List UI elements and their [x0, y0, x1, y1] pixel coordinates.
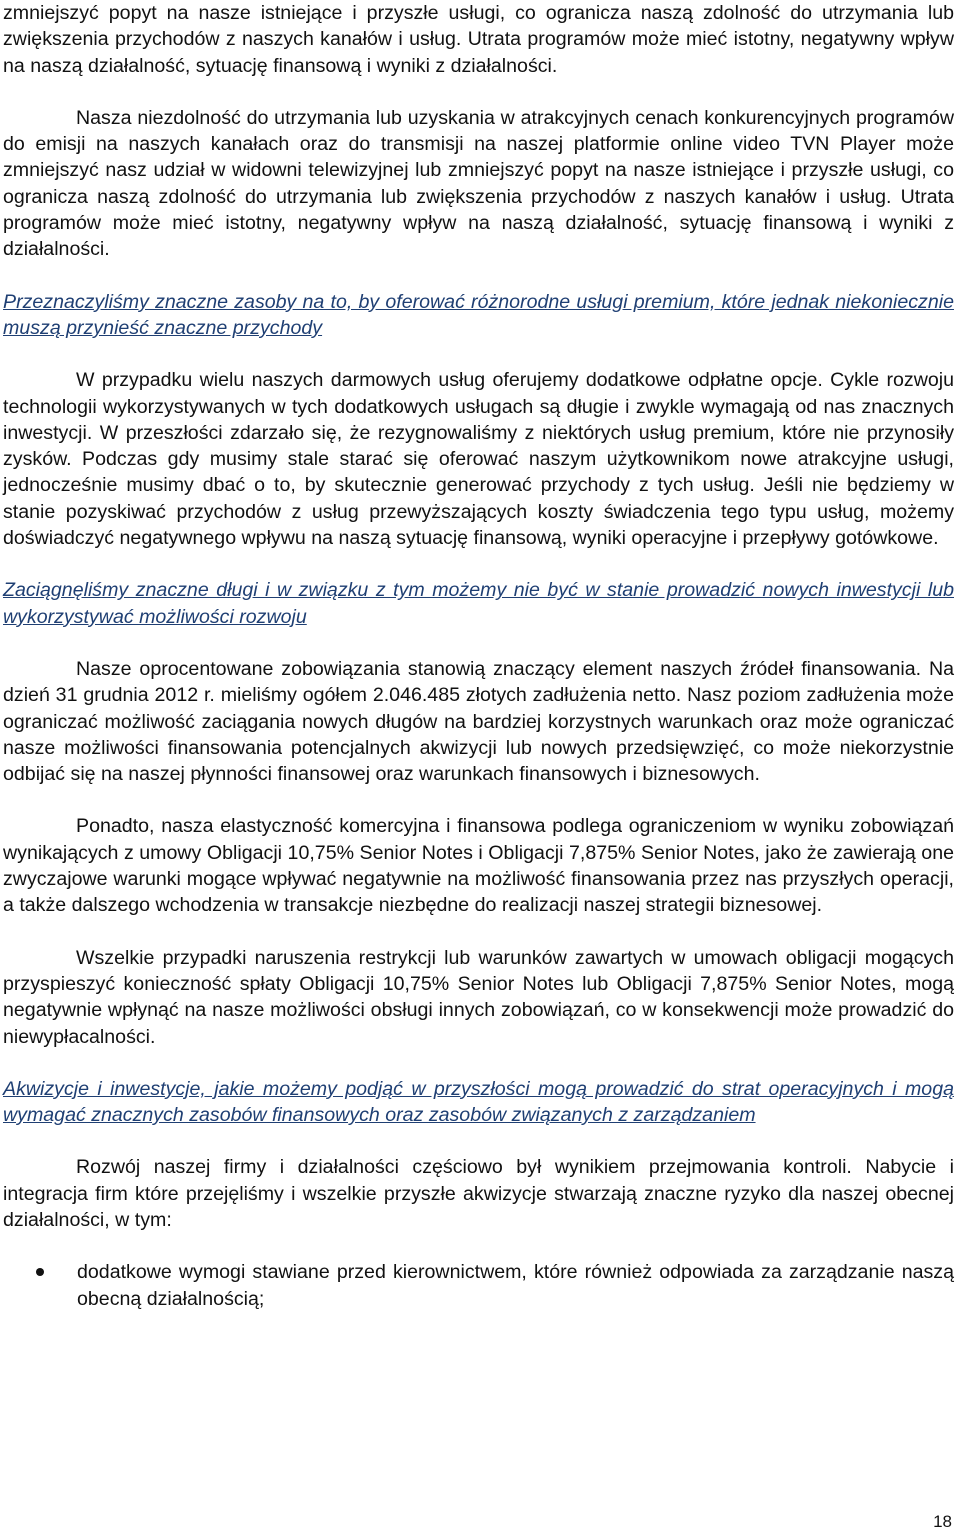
spacer	[3, 787, 954, 813]
acquisitions-paragraph: Rozwój naszej firmy i działalności częściowo był wynikiem przejmowania kontroli. Nabycie i integracja firm które przejęliśmy i wszelkie przyszłe akwizycje stwarzają znaczne ryzyko dla naszej obecnej działalności, w tym:	[3, 1156, 954, 1231]
debt-paragraph-3: Wszelkie przypadki naruszenia restrykcji lub warunków zawartych w umowach obligacji mogących przyspieszyć konieczność spłaty Obligacji 10,75% Senior Notes lub Obligacji 7,875% Senior Notes, mogą negatywnie wpłynąć na nasze możliwości obsługi innych zobowiązań, co w konsekwencji może prowadzić do niewypłacalności.	[3, 946, 954, 1048]
spacer	[3, 919, 954, 945]
risk-bullet-list	[3, 1259, 954, 1312]
spacer	[3, 1233, 954, 1259]
programs-risk-paragraph: Nasza niezdolność do utrzymania lub uzyskania w atrakcyjnych cenach konkurencyjnych programów do emisji na naszych kanałach oraz do transmisji na naszej platformie online video TVN Player może zmniejszyć nasz udział w widowni telewizyjnej lub zmniejszyć popyt na nasze istniejące i przyszłe usługi, co ogranicza naszą zdolność do utrzymania lub zwiększenia przychodów z naszych kanałów i usług. Utrata programów może mieć istotny, negatywny wpływ na naszą działalność, sytuację finansową i wyniki z działalności.	[3, 106, 954, 261]
spacer	[3, 263, 954, 289]
spacer	[3, 630, 954, 656]
list-item	[3, 1259, 954, 1312]
page-number: 18	[933, 1512, 952, 1531]
spacer	[3, 79, 954, 105]
section-heading-debt: Zaciągnęliśmy znaczne długi i w związku z tym możemy nie być w stanie prowadzić nowych inwestycji lub wykorzystywać możliwości rozwoju	[3, 579, 954, 628]
continuation-paragraph: zmniejszyć popyt na nasze istniejące i przyszłe usługi, co ogranicza naszą zdolność do utrzymania lub zwiększenia przychodów z naszych kanałów i usług. Utrata programów może mieć istotny, negatywny wpływ na naszą działalność, sytuację finansową i wyniki z działalności.	[3, 2, 954, 77]
list-item-text: dodatkowe wymogi stawiane przed kierownictwem, które również odpowiada za zarządzanie naszą obecną działalnością;	[77, 1261, 954, 1310]
premium-services-paragraph: W przypadku wielu naszych darmowych usług oferujemy dodatkowe odpłatne opcje. Cykle rozwoju technologii wykorzystywanych w tych dodatkowych usługach są długie i zwykle wymagają od nas znacznych inwestycji. W przeszłości zdarzało się, że rezygnowaliśmy z niektórych usług premium, które nie przynosiły zysków. Podczas gdy musimy stale starać się oferować naszym użytkownikom nowe atrakcyjne usługi, jednocześnie musimy dbać o to, by skutecznie generować przychody z tych usług. Jeśli nie będziemy w stanie pozyskiwać przychodów z usług przewyższających koszty świadczenia tego typu usług, możemy doświadczyć negatywnego wpływu na naszą sytuację finansową, wyniki operacyjne i przepływy gotówkowe.	[3, 369, 954, 550]
bullet-icon	[36, 1268, 44, 1276]
debt-paragraph-1: Nasze oprocentowane zobowiązania stanowią znaczący element naszych źródeł finansowania. Na dzień 31 grudnia 2012 r. mieliśmy ogółem 2.046.485 złotych zadłużenia netto. Nasz poziom zadłużenia może ograniczać możliwość zaciągania nowych długów na bardziej korzystnych warunkach oraz może ograniczać nasze możliwości finansowania potencjalnych akwizycji lub nowych przedsięwzięć, co może niekorzystnie odbijać się na naszej płynności finansowej oraz warunkach finansowych i biznesowych.	[3, 657, 954, 786]
spacer	[3, 1128, 954, 1154]
spacer	[3, 1050, 954, 1076]
document-page	[3, 0, 954, 1312]
debt-paragraph-2: Ponadto, nasza elastyczność komercyjna i finansowa podlega ograniczeniom w wyniku zobowiązań wynikających z umowy Obligacji 10,75% Senior Notes i Obligacji 7,875% Senior Notes, jako że zawierają one zwyczajowe warunki mogące wpływać negatywnie na możliwość finansowania przez nas przyszłych operacji, a także dalszego wchodzenia w transakcje niezbędne do realizacji naszej strategii biznesowej.	[3, 815, 954, 917]
spacer	[3, 341, 954, 367]
section-heading-acquisitions: Akwizycje i inwestycje, jakie możemy podjąć w przyszłości mogą prowadzić do strat operacyjnych i mogą wymagać znacznych zasobów finansowych oraz zasobów związanych z zarządzaniem	[3, 1077, 954, 1127]
spacer	[3, 551, 954, 577]
section-heading-premium-services: Przeznaczyliśmy znaczne zasoby na to, by oferować różnorodne usługi premium, które jednak niekoniecznie muszą przynieść znaczne przychody	[3, 290, 954, 339]
